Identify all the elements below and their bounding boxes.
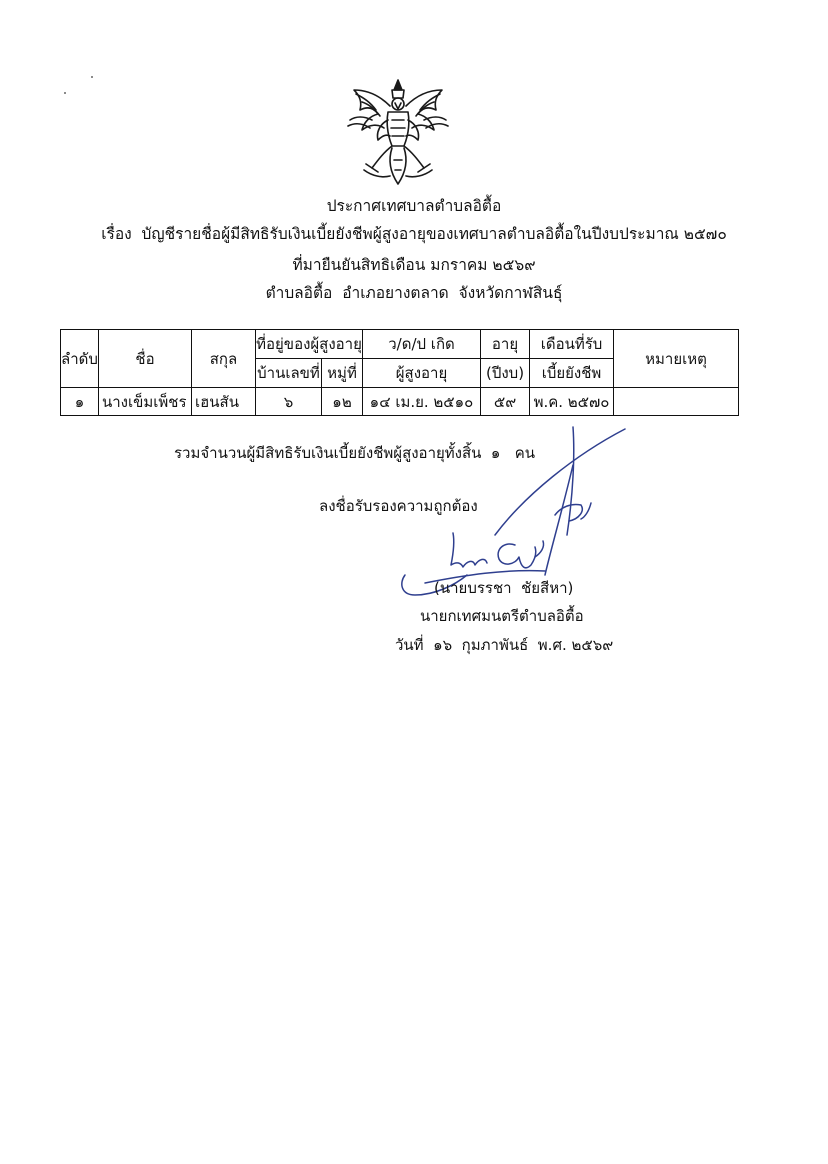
signing-date: วันที่ ๑๖ กุมภาพันธ์ พ.ศ. ๒๕๖๙ bbox=[395, 636, 614, 654]
location-line: ตำบลอิตื้อ อำเภอยางตลาด จังหวัดกาฬสินธุ์ bbox=[265, 284, 563, 302]
cell-remark bbox=[614, 388, 739, 416]
scan-speck bbox=[64, 92, 66, 94]
table-header-row bbox=[61, 330, 739, 359]
header-no: ลำดับ bbox=[61, 330, 99, 388]
cell-surname: เฮนสัน bbox=[192, 388, 256, 416]
header-moo: หมู่ที่ bbox=[322, 359, 363, 388]
header-dob-sub: ผู้สูงอายุ bbox=[363, 359, 481, 388]
header-age: อายุ bbox=[481, 330, 530, 359]
table-row bbox=[61, 388, 739, 416]
header-house-no: บ้านเลขที่ bbox=[256, 359, 322, 388]
header-age-sub: (ปีงบ) bbox=[481, 359, 530, 388]
cell-month: พ.ค. ๒๕๗๐ bbox=[530, 388, 614, 416]
certification-label: ลงชื่อรับรองความถูกต้อง bbox=[319, 497, 478, 515]
header-remark: หมายเหตุ bbox=[614, 330, 739, 388]
confirmation-month-line: ที่มายืนยันสิทธิเดือน มกราคม ๒๕๖๙ bbox=[292, 256, 536, 274]
cell-moo: ๑๒ bbox=[322, 388, 363, 416]
header-name: ชื่อ bbox=[99, 330, 192, 388]
header-dob: ว/ด/ป เกิด bbox=[363, 330, 481, 359]
cell-age: ๕๙ bbox=[481, 388, 530, 416]
announcement-heading: ประกาศเทศบาลตำบลอิตื้อ bbox=[326, 197, 502, 215]
header-month: เดือนที่รับ bbox=[530, 330, 614, 359]
header-address: ที่อยู่ของผู้สูงอายุ bbox=[256, 330, 363, 359]
total-count-summary: รวมจำนวนผู้มีสิทธิรับเงินเบี้ยยังชีพผู้สูงอายุทั้งสิ้น ๑ คน bbox=[174, 444, 536, 462]
header-month-sub: เบี้ยยังชีพ bbox=[530, 359, 614, 388]
header-surname: สกุล bbox=[192, 330, 256, 388]
signer-title: นายกเทศมนตรีตำบลอิตื้อ bbox=[420, 607, 584, 625]
garuda-emblem-icon bbox=[342, 76, 454, 188]
beneficiary-table bbox=[60, 329, 739, 416]
subject-line: เรื่อง บัญชีรายชื่อผู้มีสิทธิรับเงินเบี้ยยังชีพผู้สูงอายุของเทศบาลตำบลอิตื้อในปีงบประมาณ ๒๕๗๐ bbox=[101, 225, 727, 243]
scan-speck bbox=[91, 76, 93, 78]
cell-dob: ๑๔ เม.ย. ๒๕๑๐ bbox=[363, 388, 481, 416]
cell-name: นางเข็มเพ็ชร bbox=[99, 388, 192, 416]
cell-no: ๑ bbox=[61, 388, 99, 416]
cell-house-no: ๖ bbox=[256, 388, 322, 416]
signer-name: (นายบรรชา ชัยสีหา) bbox=[434, 579, 574, 597]
